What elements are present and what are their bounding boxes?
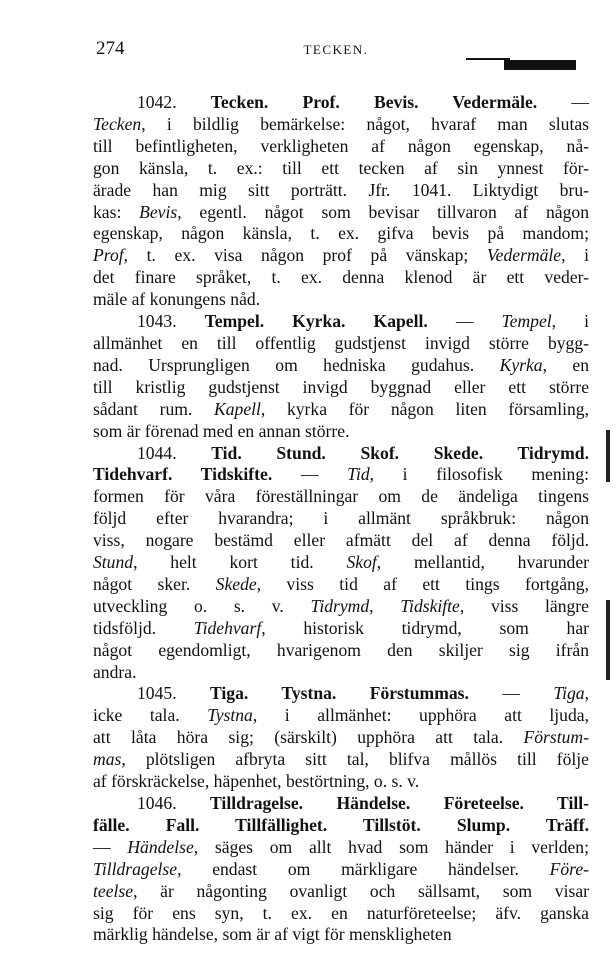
text-run: tidsföljd. [93,617,194,638]
italic-term: Tempel [501,311,552,332]
text-line [93,311,589,333]
entry-paragraph [93,311,589,442]
text-run: — [272,464,348,485]
headword: Tecken. Prof. Bevis. Vedermäle. [210,92,538,112]
text-run: , säges om allt hvad som händer i verlden; [193,836,589,857]
text-run: , i allmänhet: upphöra att ljuda, [252,705,589,726]
text-run: , mellantid, hvarunder [376,552,589,573]
text-run: , i filosofisk mening: [369,464,589,485]
headword: Tid. Stund. Skof. Skede. Tidrymd. [211,442,589,463]
italic-term: Före- [549,858,589,879]
text-line [93,683,589,705]
text-line [93,464,589,486]
text-run: nad. Ursprungligen om hedniska gudahus. [93,354,500,375]
text-run: , i [561,245,590,266]
italic-term: Tecken [93,113,142,134]
text-line [93,114,589,136]
page-edge-shadow [606,430,610,482]
italic-term: mas [93,749,122,770]
text-run: , [584,683,590,704]
text-run: följd efter hvarandra; i allmänt språkbruk: någon [93,508,589,529]
text-line [93,618,589,640]
text-line [93,924,589,946]
text-run: gon känsla, t. ex.: till ett tecken af sin ynnest för- [93,157,589,178]
text-run: , kyrka för någon liten församling, [260,398,589,419]
text-line [93,837,589,859]
text-run: 1043. [137,311,205,332]
text-line [93,377,589,399]
text-run: till kristlig gudstjenst invigd byggnad eller ett större [93,376,589,397]
text-run: att låta höra sig; (särskilt) upphöra att tala. [93,727,524,748]
italic-term: Kapell [213,398,261,419]
text-run: af förskräckelse, häpenhet, bestörtning, o. s. v. [93,771,420,792]
text-line [93,486,589,508]
italic-term: Skede [215,573,257,594]
headword: fälle. Fall. Tillfällighet. Tillstöt. Slump. Träff. [93,814,589,835]
italic-term: Tilldragelse [93,858,178,879]
italic-term: Bevis [139,201,178,222]
text-run: mäle af konungens nåd. [93,289,261,310]
entry-paragraph [93,92,589,311]
text-line [93,552,589,574]
text-run: , endast om märkligare händelser. [177,858,550,879]
italic-term: Tiga [553,683,585,704]
text-line [93,223,589,245]
headword: Tiga. Tystna. Förstummas. [210,683,469,704]
text-run: — [468,683,554,704]
headword: Tilldragelse. Händelse. Företeelse. Till- [210,793,590,813]
text-line [93,771,589,793]
italic-term: Kyrka [499,354,543,375]
text-run: allmänhet en till offentlig gudstjenst invigd större bygg- [93,332,589,353]
text-run: 1042. [137,92,211,112]
italic-term: teelse [93,880,134,901]
text-line [93,333,589,355]
text-run: 1044. [137,442,212,463]
text-line [93,881,589,903]
text-run: märklig händelse, som är af vigt för menskligheten [93,924,452,945]
text-run: egenskap, någon känsla, t. ex. gifva bevis på mandom; [93,223,589,244]
text-run: , helt kort tid. [133,552,347,573]
entry-paragraph [93,793,589,946]
text-run: andra. [93,661,137,682]
text-run: formen för våra föreställningar om de ändeliga tingens [93,486,589,507]
text-line [93,399,589,421]
text-run: , är någonting ovanligt och sällsamt, som visar [133,880,589,901]
text-line [93,530,589,552]
text-run: — [427,311,502,332]
text-line [93,355,589,377]
text-run: sig för ens syn, t. ex. en naturföreteelse; äfv. ganska [93,902,589,923]
running-title: TECKEN. [303,42,369,57]
text-line [93,136,589,158]
text-run: , en [542,354,589,375]
italic-term: Vedermäle [486,245,562,266]
text-line [93,903,589,925]
text-line [93,596,589,618]
text-line [93,705,589,727]
italic-term: Tystna [207,705,253,726]
italic-term: Händelse [127,836,194,857]
text-line [93,815,589,837]
text-run: — [537,92,590,112]
italic-term: Skof [346,552,377,573]
text-line [93,640,589,662]
body-text [93,92,589,946]
text-run: något egendomligt, hvarigenom den skiljer sig ifrån [93,639,589,660]
text-run: icke tala. [93,705,208,726]
italic-term: Prof [93,245,124,266]
page-edge-shadow [606,600,610,680]
text-run: , viss tid af ett tings fortgång, [256,573,589,594]
entry-paragraph [93,683,589,793]
text-run: det finare språket, t. ex. denna klenod är ett veder- [93,267,589,288]
text-run: som är förenad med en annan större. [93,420,350,441]
text-line [93,727,589,749]
text-run: , historisk tidrymd, som har [261,617,589,638]
text-run: något sker. [93,573,216,594]
text-run: sådant rum. [93,398,214,419]
entry-paragraph [93,443,589,684]
text-line [93,859,589,881]
italic-term: Tidehvarf [193,617,262,638]
text-run: — [93,836,128,857]
headword: Tidehvarf. Tidskifte. [93,464,273,485]
text-line [93,245,589,267]
text-line [93,749,589,771]
italic-term: Stund [93,552,134,573]
text-line [93,443,589,465]
text-line [93,289,589,311]
text-run: , t. ex. visa någon prof på vänskap; [123,245,487,266]
text-run: , i bildlig bemärkelse: något, hvaraf man slutas [141,113,589,134]
text-run: , egentl. något som bevisar tillvaron af någon [177,201,589,222]
text-line [93,92,589,114]
page-number: 274 [96,38,125,59]
print-mark [504,60,576,70]
text-run: , viss längre [459,595,589,616]
text-line [93,793,589,815]
italic-term: Tidrymd, Tidskifte [310,595,460,616]
text-line [93,508,589,530]
headword: Tempel. Kyrka. Kapell. [204,311,428,332]
text-line [93,158,589,180]
italic-term: Förstum- [523,727,589,748]
text-run: viss, nogare bestämd eller afmätt del af denna följd. [93,530,589,551]
page-header [96,38,576,62]
text-line [93,267,589,289]
text-line [93,180,589,202]
text-line [93,662,589,684]
text-line [93,202,589,224]
text-line [93,574,589,596]
text-run: , plötsligen afbryta sitt tal, blifva mållös till följe [121,749,589,770]
text-run: 1045. [137,683,210,704]
text-run: 1046. [137,793,211,813]
text-run: ärade han mig sitt porträtt. Jfr. 1041. Liktydigt bru- [93,179,589,200]
italic-term: Tid [347,464,370,485]
text-line [93,421,589,443]
text-run: , i [551,311,590,332]
text-run: kas: [93,201,140,222]
text-run: till befintligheten, verkligheten af någon egenskap, nå- [93,135,589,156]
text-run: utveckling o. s. v. [93,595,311,616]
